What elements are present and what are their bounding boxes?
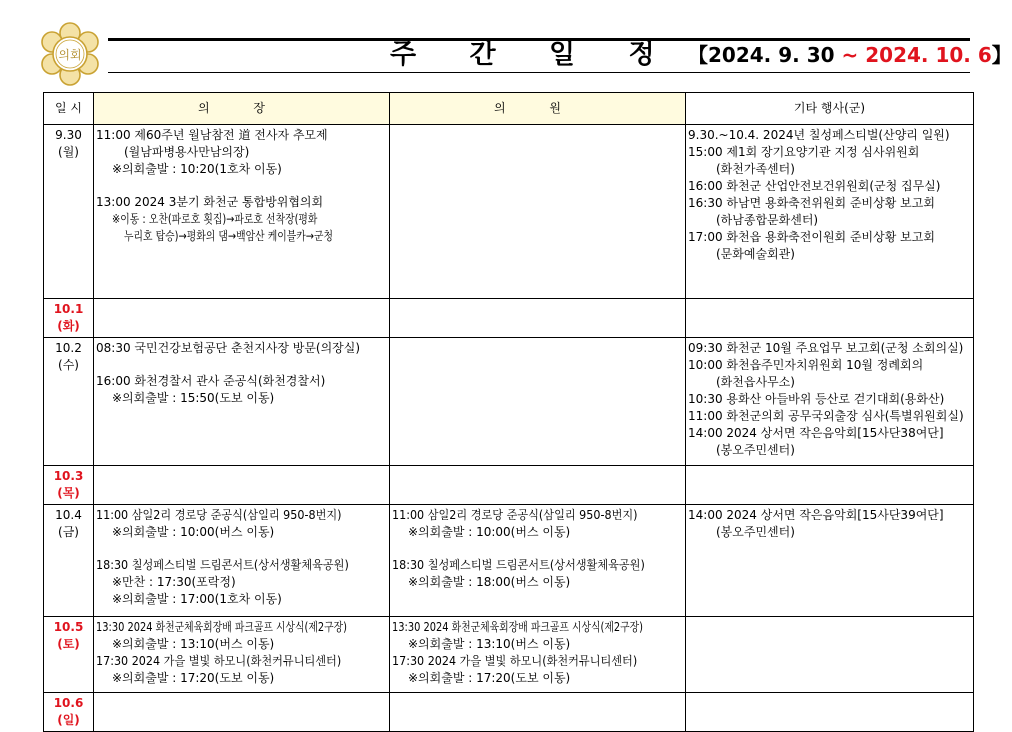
- event-line: ※의회출발 : 10:00(버스 이동): [408, 525, 571, 539]
- table-row: [44, 299, 974, 338]
- member-cell: [390, 505, 686, 617]
- event-line: 13:00 2024 3분기 화천군 통합방위협의회: [96, 195, 324, 209]
- table-row: [44, 125, 974, 299]
- day-date: 10.4: [55, 508, 82, 522]
- day-date: 10.3: [53, 469, 84, 483]
- event-line: 15:00 제1회 장기요양기관 지정 심사위원회: [688, 145, 920, 159]
- event-line: ※의회출발 : 15:50(도보 이동): [112, 391, 275, 405]
- day-cell: [44, 617, 94, 693]
- day-weekday: (화): [57, 319, 80, 333]
- event-line: 16:00 화천군 산업안전보건위원회(군청 집무실): [688, 179, 941, 193]
- table-row: [44, 505, 974, 617]
- period-tilde: ~: [841, 43, 866, 67]
- chair-cell: [94, 466, 390, 505]
- header-etc: 기타 행사(군): [686, 93, 974, 125]
- page-header: [0, 0, 1012, 90]
- event-line: ※의회출발 : 18:00(버스 이동): [408, 575, 571, 589]
- event-line: (봉오주민센터): [716, 525, 795, 539]
- chair-cell: [94, 505, 390, 617]
- header-day: 일 시: [44, 93, 94, 125]
- day-cell: [44, 466, 94, 505]
- event-line: ※의회출발 : 13:10(버스 이동): [408, 637, 571, 651]
- member-cell: [390, 125, 686, 299]
- event-line: (월남파병용사만남의장): [124, 145, 250, 159]
- council-emblem-icon: [36, 20, 104, 88]
- member-cell: [390, 617, 686, 693]
- day-date: 9.30: [55, 128, 82, 142]
- day-weekday: (금): [58, 525, 79, 539]
- member-cell: [390, 299, 686, 338]
- table-row: [44, 338, 974, 466]
- header-chair: 의 장: [94, 93, 390, 125]
- header-rule-thin: [108, 72, 970, 73]
- day-weekday: (일): [57, 713, 80, 727]
- event-line: ※의회출발 : 10:00(버스 이동): [112, 525, 275, 539]
- event-line: 11:00 제60주년 월남참전 道 전사자 추모제: [96, 128, 328, 142]
- member-cell: [390, 338, 686, 466]
- event-line: ※의회출발 : 17:20(도보 이동): [112, 671, 275, 685]
- event-line: 08:30 국민건강보험공단 춘천지사장 방문(의장실): [96, 341, 361, 355]
- day-weekday: (월): [58, 145, 79, 159]
- day-date: 10.1: [53, 302, 84, 316]
- etc-cell: [686, 505, 974, 617]
- weekly-schedule-table: [43, 92, 974, 732]
- event-line: (문화예술회관): [716, 247, 795, 261]
- event-line: ※의회출발 : 17:20(도보 이동): [408, 671, 571, 685]
- event-line: 13:30 2024 화천군체육회장배 파크골프 시상식(제2구장): [96, 620, 347, 634]
- event-line: 10:00 화천읍주민자치위원회 10월 정례회의: [688, 358, 924, 372]
- event-line: (하남종합문화센터): [716, 213, 819, 227]
- chair-cell: [94, 338, 390, 466]
- day-date: 10.2: [55, 341, 82, 355]
- etc-cell: [686, 693, 974, 732]
- day-cell: [44, 505, 94, 617]
- day-weekday: (토): [57, 637, 80, 651]
- event-line: 16:00 화천경찰서 관사 준공식(화천경찰서): [96, 374, 326, 388]
- day-weekday: (수): [58, 358, 79, 372]
- event-line: 14:00 2024 상서면 작은음악회[15사단39여단]: [688, 508, 944, 522]
- emblem-text: 의회: [58, 48, 82, 62]
- event-line: 10:30 용화산 아들바위 등산로 걷기대회(용화산): [688, 392, 945, 406]
- etc-cell: [686, 466, 974, 505]
- event-line: (화천읍사무소): [716, 375, 795, 389]
- table-row: [44, 693, 974, 732]
- chair-cell: [94, 125, 390, 299]
- event-line: ※의회출발 : 17:00(1호차 이동): [112, 592, 282, 606]
- period-range: [688, 42, 1012, 68]
- member-cell: [390, 466, 686, 505]
- day-cell: [44, 693, 94, 732]
- header-member: 의 원: [390, 93, 686, 125]
- event-line: (화천가족센터): [716, 162, 795, 176]
- table-row: [44, 466, 974, 505]
- period-start: 【2024. 9. 30: [688, 43, 842, 67]
- day-date: 10.6: [53, 696, 84, 710]
- event-line: ※의회출발 : 13:10(버스 이동): [112, 637, 275, 651]
- event-line: 17:00 화천읍 용화축전이원회 준비상황 보고회: [688, 230, 935, 244]
- event-line: 17:30 2024 가을 별빛 하모니(화천커뮤니티센터): [96, 654, 342, 668]
- etc-cell: [686, 299, 974, 338]
- event-line: 11:00 삼일2리 경로당 준공식(삼일리 950-8번지): [96, 508, 342, 522]
- day-cell: [44, 125, 94, 299]
- chair-cell: [94, 299, 390, 338]
- day-cell: [44, 338, 94, 466]
- event-line: 9.30.~10.4. 2024년 칠성페스티벌(산양리 일원): [688, 128, 950, 142]
- day-weekday: (목): [57, 486, 80, 500]
- event-line: 13:30 2024 화천군체육회장배 파크골프 시상식(제2구장): [392, 620, 643, 634]
- chair-cell: [94, 617, 390, 693]
- member-cell: [390, 693, 686, 732]
- event-line: (봉오주민센터): [716, 443, 795, 457]
- page-title: 주 간 일 정: [390, 39, 677, 70]
- chair-cell: [94, 693, 390, 732]
- etc-cell: [686, 617, 974, 693]
- event-line: 18:30 칠성페스티벌 드림콘서트(상서생활체육공원): [96, 558, 349, 572]
- table-row: [44, 617, 974, 693]
- event-line: ※만찬 : 17:30(포락정): [112, 575, 236, 589]
- period-end: 2024. 10. 6: [865, 43, 992, 67]
- etc-cell: [686, 125, 974, 299]
- event-line: ※의회출발 : 10:20(1호차 이동): [112, 162, 282, 176]
- period-close: 】: [991, 43, 1012, 67]
- day-cell: [44, 299, 94, 338]
- table-header-row: [44, 93, 974, 125]
- event-line: ※이동 : 오찬(파로호 횟집)→파로호 선착장(평화: [112, 212, 318, 226]
- event-line: 누리호 탑승)→평화의 댐→백암산 케이블카→군청: [124, 229, 334, 243]
- event-line: 11:00 삼일2리 경로당 준공식(삼일리 950-8번지): [392, 508, 638, 522]
- event-line: 18:30 칠성페스티벌 드림콘서트(상서생활체육공원): [392, 558, 645, 572]
- event-line: 17:30 2024 가을 별빛 하모니(화천커뮤니티센터): [392, 654, 638, 668]
- event-line: 11:00 화천군의회 공무국외출장 심사(특별위원회실): [688, 409, 964, 423]
- event-line: 16:30 하남면 용화축전위원회 준비상황 보고회: [688, 196, 935, 210]
- etc-cell: [686, 338, 974, 466]
- event-line: 14:00 2024 상서면 작은음악회[15사단38여단]: [688, 426, 944, 440]
- event-line: 09:30 화천군 10월 주요업무 보고회(군청 소회의실): [688, 341, 964, 355]
- day-date: 10.5: [53, 620, 84, 634]
